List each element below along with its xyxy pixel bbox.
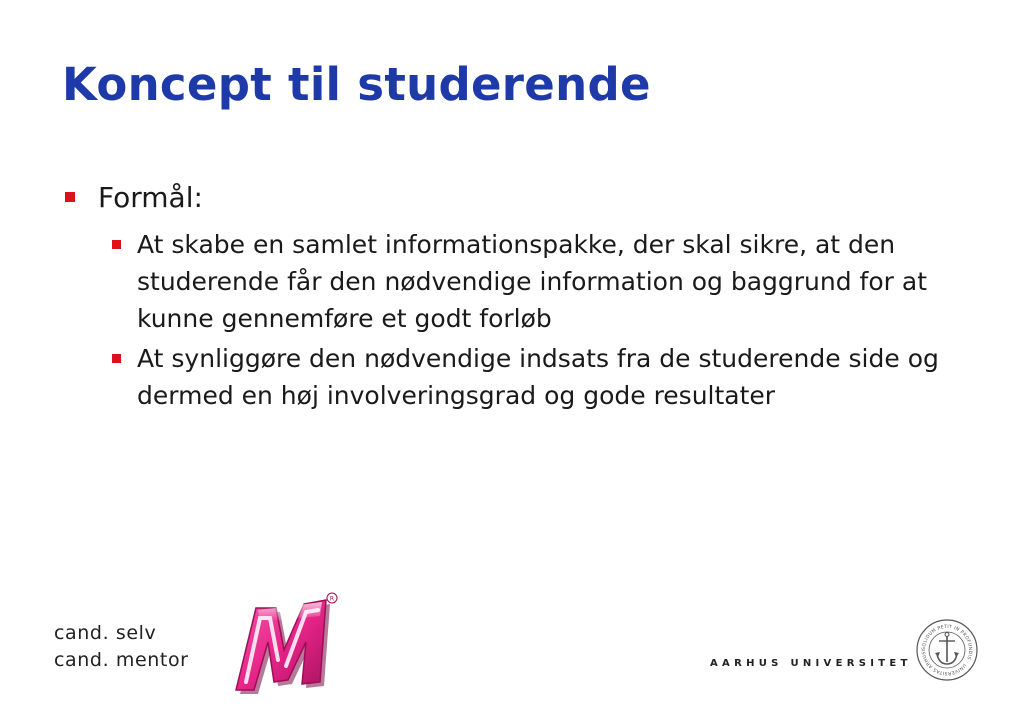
bullet-level2-text: At skabe en samlet informationspakke, der skal sikre, at den studerende får den nødvendige information og baggrund for at kunne gennemføre et godt forløb — [137, 230, 928, 333]
aarhus-seal-icon — [915, 618, 979, 682]
bullet-square-icon — [65, 192, 75, 202]
bullet-level2-text: At synliggøre den nødvendige indsats fra de studerende side og dermed en høj involveringsgrad og gode resultater — [137, 344, 939, 410]
brand-line1: cand. selv — [54, 622, 157, 644]
bullet-square-icon — [112, 240, 121, 249]
slide-content — [62, 178, 972, 417]
slide-title: Koncept til studerende — [62, 58, 651, 111]
bullet-level2 — [101, 340, 972, 414]
bullet-level2 — [101, 226, 972, 337]
svg-text:SOLIDUM PETIT IN PROFUNDIS · U: SOLIDUM PETIT IN PROFUNDIS · UNIVERSITAS ARHUSI — [921, 624, 973, 676]
bullet-level1-text: Formål: — [98, 181, 203, 214]
svg-text:R: R — [329, 595, 335, 603]
university-name: AARHUS UNIVERSITET — [710, 658, 912, 669]
bullet-level1 — [62, 178, 972, 218]
brand-line2: cand. mentor — [54, 649, 189, 671]
m-logo-icon — [222, 586, 342, 698]
brand-text — [54, 620, 189, 674]
bullet-square-icon — [112, 354, 121, 363]
